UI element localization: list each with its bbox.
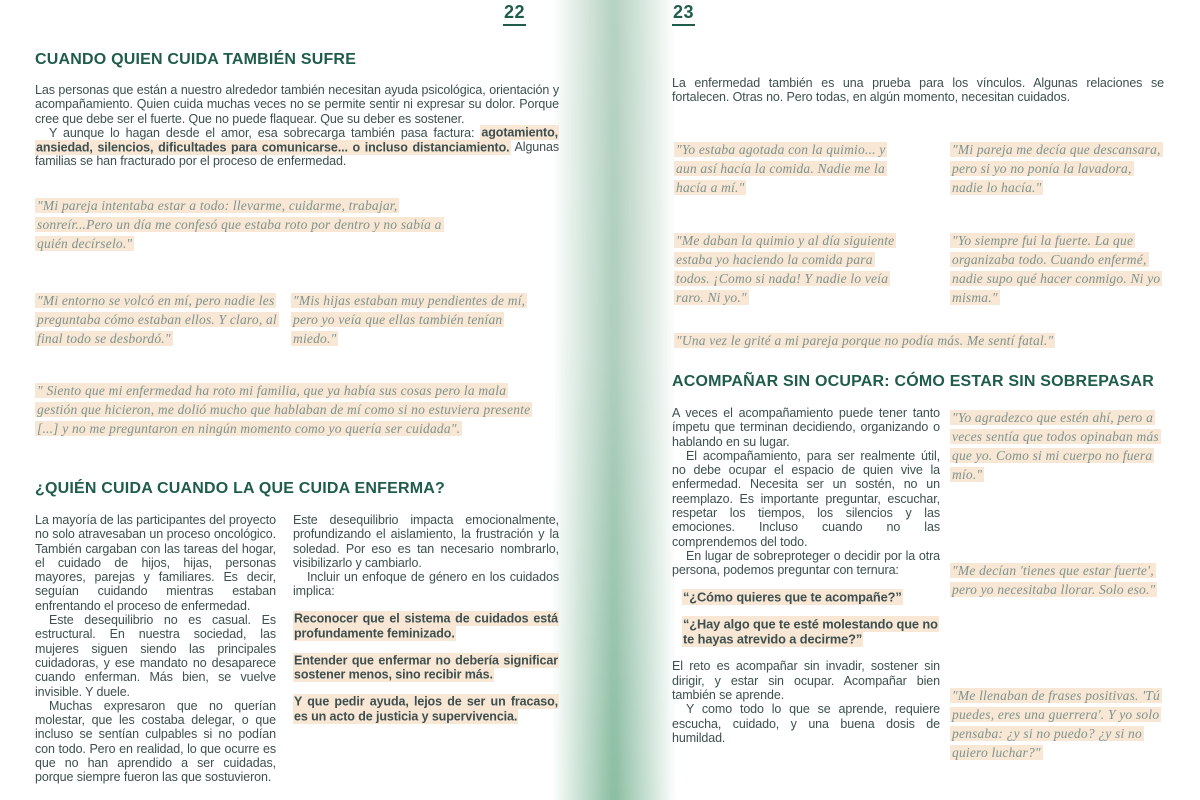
section-heading-quien-cuida: ¿QUIÉN CUIDA CUANDO LA QUE CUIDA ENFERMA? [35,480,445,497]
paragraph: Y aunque lo hagan desde el amor, esa sobrecarga también pasa factura: agotamiento, ansiedad, silencios, dificultades para comunicarse... o incluso distanciamiento. Algunas familias se han fracturado por el proceso de enfermedad. [35,125,559,169]
paragraph: Incluir un enfoque de género en los cuidados implica: [293,570,559,599]
column-left [35,513,276,785]
testimonial-quote: "Me daban la quimio y al día siguiente estaba yo haciendo la comida para todos. ¡Como si nada! Y nadie lo veía raro. Ni yo." [676,233,895,305]
section-heading-acompanar-sin-ocupar: ACOMPAÑAR SIN OCUPAR: CÓMO ESTAR SIN SOBREPASAR [672,373,1155,390]
paragraph: A veces el acompañamiento puede tener tanto ímpetu que terminan decidiendo, organizando o hablando en su lugar. [672,406,940,449]
paragraph: Muchas expresaron que no querían molestar, que les costaba delegar, o que incluso se sentían culpables si no podían con todo. Pero en realidad, lo que ocurre es que no han aprendido a ser cuidadas, porque siempre fueron las que sostuvieron. [35,698,276,785]
column-right [293,513,559,724]
highlighted-text: agotamiento, ansiedad, silencios, dificultades para comunicarse... o incluso distanciamiento. [36,125,558,155]
testimonial-quote: "Yo agradezco que estén ahí, pero a veces sentía que todos opinaban más que yo. Como si mi cuerpo no fuera mío." [952,410,1159,482]
testimonial-quote: "Mi pareja intentaba estar a todo: llevarme, cuidarme, trabajar, sonreír...Pero un día me confesó que estaba roto por dentro y no sabía a quién decírselo." [37,198,442,251]
suggested-question: “¿Cómo quieres que te acompañe?” [683,589,902,605]
intro-paragraph [672,76,1164,105]
key-point: Entender que enfermar no debería significar sostener menos, sino recibir más. [294,653,558,682]
paragraph: En lugar de sobreproteger o decidir por la otra persona, podemos preguntar con ternura: [672,548,940,578]
paragraph: Las personas que están a nuestro alrededor también necesitan ayuda psicológica, orientación y acompañamiento. Quien cuida muchas veces no se permite sentir ni expresar su dolor. Porque cree que debe ser el fuerte. Que no puede flaquear. Que su deber es sostener. [35,83,559,126]
paragraph: Este desequilibrio no es casual. Es estructural. En nuestra sociedad, las mujeres siguen siendo las principales cuidadoras, y ese mandato no desaparece cuando enferman. Más bien, se vuelve invisible. Y duele. [35,613,276,699]
section-heading-cuando-quien-cuida: CUANDO QUIEN CUIDA TAMBIÉN SUFRE [35,51,357,68]
page-22 [35,0,559,800]
testimonial-quote: "Mis hijas estaban muy pendientes de mí, pero yo veía que ellas también tenían miedo." [293,293,526,346]
column-left [672,406,940,745]
center-gradient-band [552,0,676,800]
paragraph: El acompañamiento, para ser realmente útil, no debe ocupar el espacio de quien vive la enfermedad. Necesita ser un sostén, no un reemplazo. Es importante preguntar, escuchar, respetar los tiempos, los silencios y las emociones. Incluso cuando no las comprendemos del todo. [672,448,940,549]
key-point: Reconocer que el sistema de cuidados está profundamente feminizado. [294,611,558,641]
testimonial-quote: " Siento que mi enfermedad ha roto mi familia, que ya había sus cosas pero la mala gestión que hicieron, me dolió mucho que hablaban de mí como si no estuviera presente [...] y no me preguntaron en ningún momento como yo quería ser cuidada". [37,383,531,436]
paragraph: Este desequilibrio impacta emocionalmente, profundizando el aislamiento, la frustración y la soledad. Por eso es tan necesario nombrarlo, visibilizarlo y cambiarlo. [293,513,559,570]
testimonial-quote: "Me llenaban de frases positivas. 'Tú puedes, eres una guerrera'. Y yo solo pensaba: ¿y si no puedo? ¿y si no quiero luchar?" [952,688,1160,760]
page-23 [672,0,1164,800]
paragraph: La enfermedad también es una prueba para los vínculos. Algunas relaciones se fortalecen. Otras no. Pero todas, en algún momento, necesitan cuidados. [672,76,1164,105]
testimonial-quote: "Me decían 'tienes que estar fuerte', pero yo necesitaba llorar. Solo eso." [952,563,1156,597]
key-point: Y que pedir ayuda, lejos de ser un fracaso, es un acto de justicia y supervivencia. [294,694,558,724]
intro-paragraphs [35,83,559,169]
paragraph: Y como todo lo que se aprende, requiere escucha, cuidado, y una buena dosis de humildad. [672,702,940,745]
suggested-question: “¿Hay algo que te esté molestando que no te hayas atrevido a decirme?” [683,616,938,647]
testimonial-quote: "Mi pareja me decía que descansara, pero si yo no ponía la lavadora, nadie lo hacía." [952,142,1161,195]
testimonial-quote: "Mi entorno se volcó en mí, pero nadie les preguntaba cómo estaban ellos. Y claro, al final todo se desbordó." [37,293,277,346]
testimonial-quote: "Yo siempre fui la fuerte. La que organizaba todo. Cuando enfermé, nadie supo qué hacer conmigo. Ni yo misma." [952,233,1161,305]
paragraph: La mayoría de las participantes del proyecto no solo atravesaban un proceso oncológico. También cargaban con las tareas del hogar, el cuidado de hijos, hijas, personas mayores, parejas y familiares. Es decir, seguían cuidando mientras estaban enfrentando el proceso de enfermedad. [35,513,276,613]
page-number: 22 [503,2,526,26]
page-number: 23 [672,2,695,26]
testimonial-quote: "Yo estaba agotada con la quimio... y aun así hacía la comida. Nadie me la hacía a mí." [676,142,886,195]
paragraph: El reto es acompañar sin invadir, sostener sin dirigir, y estar sin ocupar. Acompañar bien también se aprende. [672,659,940,703]
testimonial-quote: "Una vez le grité a mi pareja porque no podía más. Me sentí fatal." [676,333,1054,348]
